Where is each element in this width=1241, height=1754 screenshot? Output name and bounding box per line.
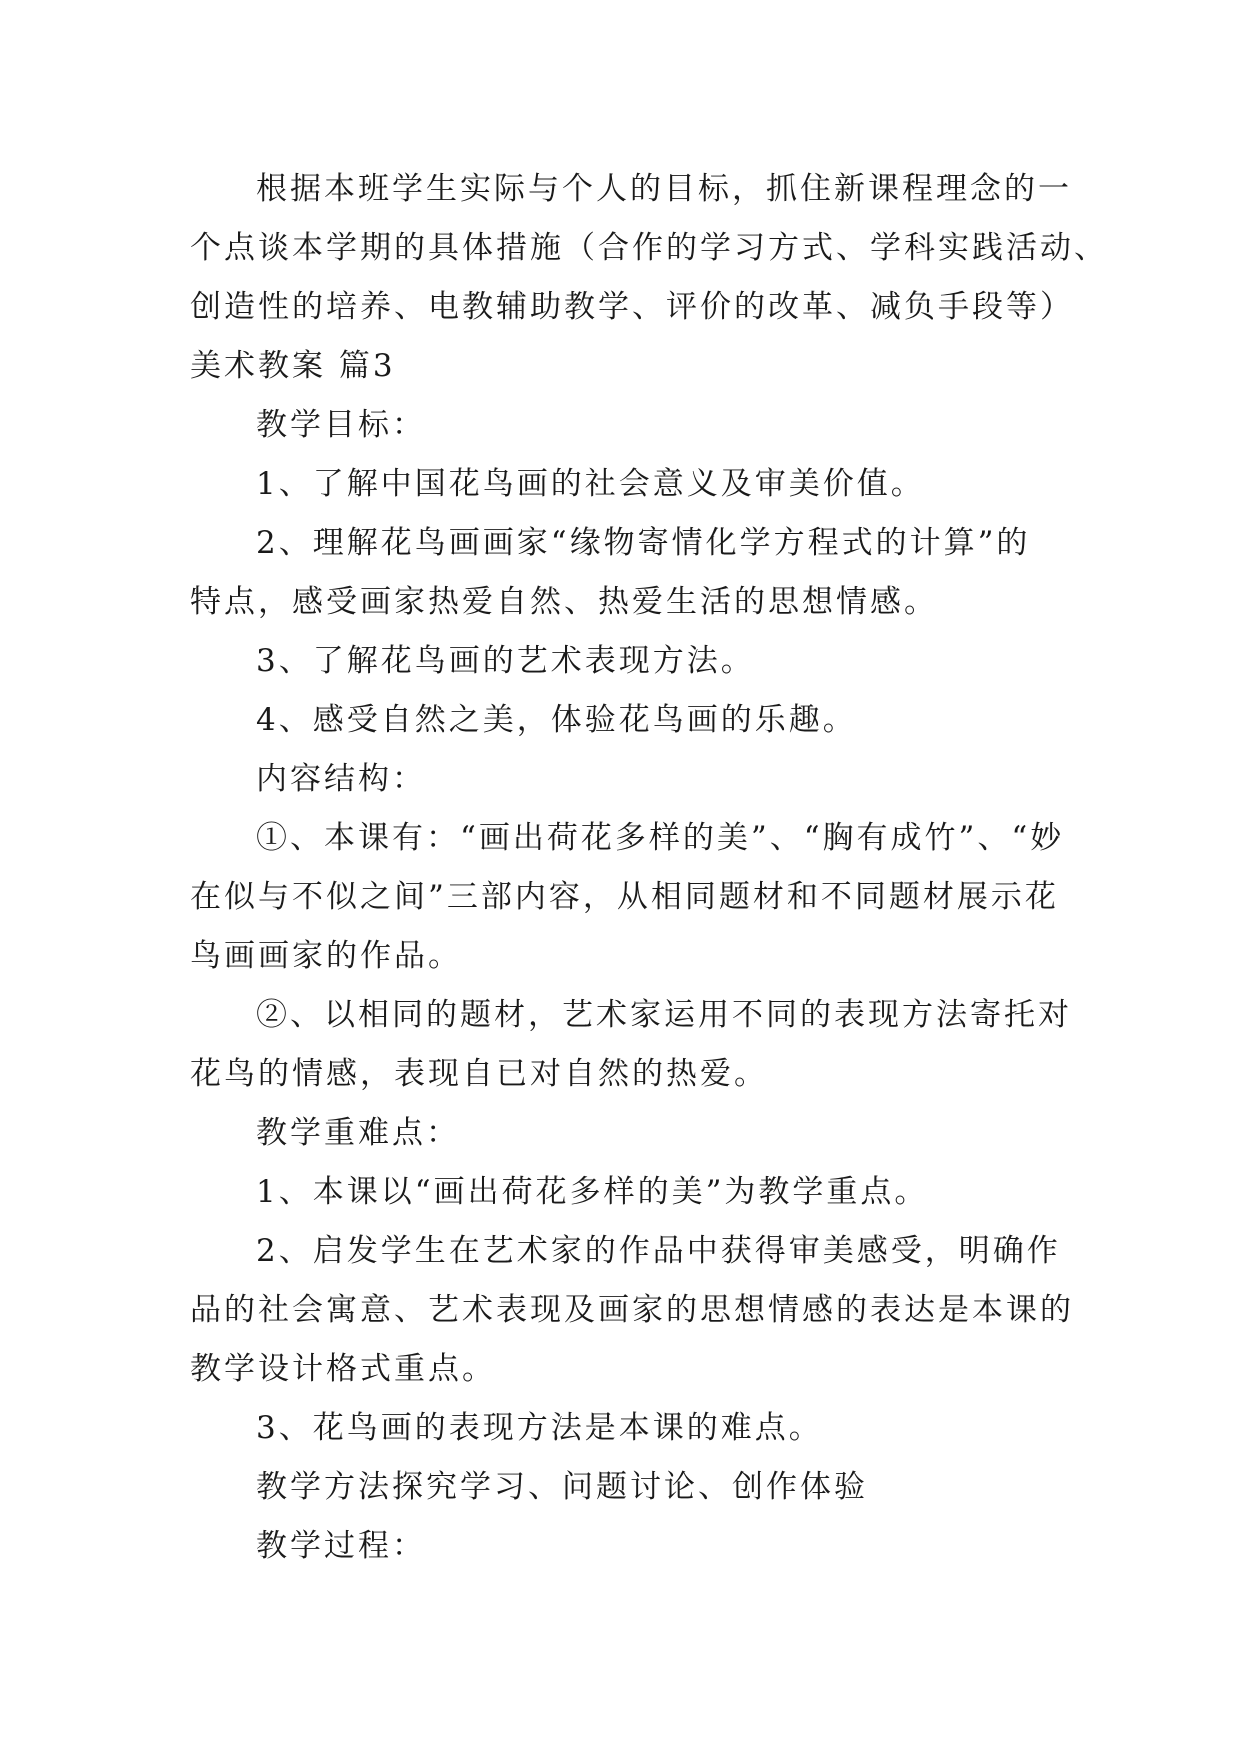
text-line: 1、了解中国花鸟画的社会意义及审美价值。 xyxy=(256,466,925,502)
text-line: 4、感受自然之美，体验花鸟画的乐趣。 xyxy=(256,702,857,738)
text-line: 个点谈本学期的具体措施（合作的学习方式、学科实践活动、 xyxy=(190,230,1108,266)
text-line: 花鸟的情感，表现自已对自然的热爱。 xyxy=(190,1056,768,1092)
text-line: 内容结构： xyxy=(256,761,426,797)
text-line: 美术教案 篇3 xyxy=(190,348,396,384)
document-body xyxy=(190,160,1108,1576)
text-line: 教学设计格式重点。 xyxy=(190,1351,496,1387)
text-line: ②、以相同的题材，艺术家运用不同的表现方法寄托对 xyxy=(256,997,1072,1033)
text-line: 特点，感受画家热爱自然、热爱生活的思想情感。 xyxy=(190,584,938,620)
text-line: 创造性的培养、电教辅助教学、评价的改革、减负手段等） xyxy=(190,289,1074,325)
text-line: 在似与不似之间”三部内容，从相同题材和不同题材展示花 xyxy=(190,879,1059,915)
text-line: 3、花鸟画的表现方法是本课的难点。 xyxy=(256,1410,823,1446)
text-line: 2、启发学生在艺术家的作品中获得审美感受，明确作 xyxy=(256,1233,1061,1269)
text-line: 1、本课以“画出荷花多样的美”为教学重点。 xyxy=(256,1174,929,1210)
text-line: 根据本班学生实际与个人的目标，抓住新课程理念的一 xyxy=(256,171,1072,207)
text-line: 品的社会寓意、艺术表现及画家的思想情感的表达是本课的 xyxy=(190,1292,1074,1328)
text-line: 3、了解花鸟画的艺术表现方法。 xyxy=(256,643,755,679)
text-line: 教学过程： xyxy=(256,1528,426,1564)
text-line: 鸟画画家的作品。 xyxy=(190,938,462,974)
text-line: 教学方法探究学习、问题讨论、创作体验 xyxy=(256,1469,868,1505)
text-line: 教学目标： xyxy=(256,407,426,443)
text-line: ①、本课有：“画出荷花多样的美”、“胸有成竹”、“妙 xyxy=(256,820,1065,856)
text-line: 2、理解花鸟画画家“缘物寄情化学方程式的计算”的 xyxy=(256,525,1031,561)
text-line: 教学重难点： xyxy=(256,1115,460,1151)
